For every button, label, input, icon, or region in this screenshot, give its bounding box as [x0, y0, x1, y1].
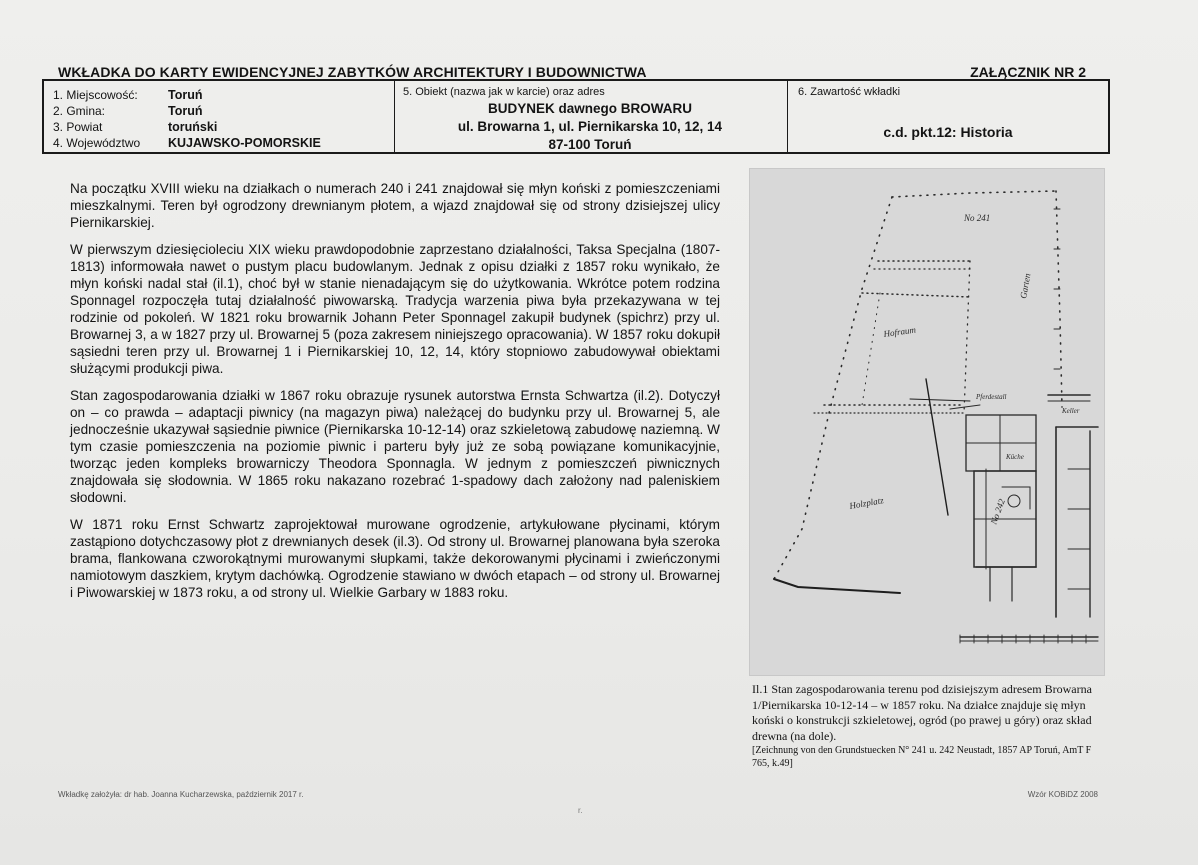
- object-name: BUDYNEK dawnego BROWARU: [487, 101, 692, 116]
- plan-label: Hofraum: [882, 324, 917, 339]
- document-title: WKŁADKA DO KARTY EWIDENCYJNEJ ZABYTKÓW ARCHITEKTURY I BUDOWNICTWA: [58, 64, 647, 80]
- footer-author: Wkładkę założyła: dr hab. Joanna Kucharzewska, październik 2017 r.: [58, 790, 304, 799]
- paragraph: Na początku XVIII wieku na działkach o numerach 240 i 241 znajdował się młyn koński z pomieszczeniami mieszkalnymi. Teren był ogrodzony drewnianym płotem, a wjazd znajdował się od strony dzisiejszej ulicy Piernikarskiej.: [70, 181, 720, 230]
- plan-label: No 242: [988, 497, 1007, 526]
- attachment-number: ZAŁĄCZNIK NR 2: [970, 64, 1086, 80]
- location-value: toruński: [168, 120, 218, 134]
- location-cell: [44, 81, 395, 152]
- object-cell: [395, 81, 788, 152]
- paragraph: Stan zagospodarowania działki w 1867 roku obrazuje rysunek autorstwa Ernsta Schwartza (il.2). Dotyczył on – co prawda – adaptacji piwnicy (na magazyn piwa) należącej do budynku przy ul. Browarnej 5, ale jednocześnie ukazywał sąsiednie piwnice (Piernikarska 10-12-14) oraz szkieletową zabudowę naziemną. W tym czasie pomieszczenia na poziomie piwnic i parteru były już ze sobą powiązane komunikacyjnie, tworząc jeden kompleks browarniczy Theodora Sponnagla. W jednym z pomieszczeń piwnicznych znajdowała się słodownia. W 1865 roku nakazano rozebrać 1-spadowy dach założony nad paleniskiem słodowni.: [70, 388, 720, 505]
- plan-label: Küche: [1006, 453, 1024, 461]
- caption-text: Il.1 Stan zagospodarowania terenu pod dzisiejszym adresem Browarna 1/Piernikarska 10-12-14 – w 1857 roku. Na działce znajduje się młyn koński o konstrukcji szkieletowej, ogród (po prawej u góry) oraz skład drewna (na dole).: [752, 682, 1092, 743]
- plan-label: Garten: [1018, 272, 1033, 300]
- paragraph: W pierwszym dziesięcioleciu XIX wieku prawdopodobnie zaprzestano działalności, Taksa Specjalna (1807-1813) informowała nawet o pustym placu budowlanym. Jednak z opisu działki z 1857 roku wynikało, że młyn koński nadal stał (il.1), choć był w stanie nienadającym się do użytkowania. Wkrótce potem rodzina Sponnagel rozpoczęła tutaj działalność piwowarską. Tradycja warzenia piwa była przekazywana w tej rodzinie od pokoleń. W 1821 roku browarnik Johann Peter Sponnagel zakupił budynek (spichrz) przy ul. Browarnej 3, a w 1827 przy ul. Browarnej 5 (poza zakresem niniejszego opracowania). W 1857 roku dokupił sąsiedni teren przy ul. Browarnej 1 i Piernikarskiej 10, 12, 14, który stopniowo zabudowywał obiektami służącymi produkcji piwa.: [70, 242, 720, 376]
- location-label: 4. Województwo: [53, 136, 141, 150]
- location-value: Toruń: [168, 104, 203, 118]
- location-row: [53, 135, 394, 151]
- location-label: 2. Gmina:: [53, 104, 106, 118]
- figure-caption: [752, 682, 1102, 770]
- object-label: 5. Obiekt (nazwa jak w karcie) oraz adres: [403, 86, 605, 98]
- footer-template: Wzór KOBiDZ 2008: [1027, 790, 1098, 799]
- plan-label: Holzplatz: [848, 495, 885, 511]
- plan-drawing: [750, 169, 1104, 675]
- object-address: ul. Browarna 1, ul. Piernikarska 10, 12, 14: [457, 119, 723, 134]
- location-label: 3. Powiat: [53, 120, 103, 134]
- location-value: KUJAWSKO-POMORSKIE: [168, 136, 321, 150]
- contents-cell: [788, 81, 1108, 152]
- plan-label: No 241: [964, 213, 991, 223]
- header-table: [42, 79, 1110, 154]
- paragraph: W 1871 roku Ernst Schwartz zaprojektował murowane ogrodzenie, artykułowane płycinami, którym zastąpiono dotychczasowy płot z drewnianych desek (il.3). Od strony ul. Browarnej planowana była szeroka brama, flankowana czworokątnymi murowanymi słupkami, także dekorowanymi płycinami i zwieńczonymi namiotowym daszkiem, krytym dachówką. Ogrodzenie stawiano w dwóch etapach – od strony ul. Browarnej i Piwowarskiej w 1873 roku, a od strony ul. Wielkie Garbary w 1883 roku.: [70, 517, 720, 600]
- location-label: 1. Miejscowość:: [53, 88, 138, 102]
- page-mark: r.: [578, 806, 583, 815]
- location-row: [53, 119, 394, 135]
- history-text: [70, 180, 720, 611]
- caption-source: [Zeichnung von den Grundstuecken N° 241 u. 242 Neustadt, 1857 AP Toruń, AmT F 765, k.49]: [752, 745, 1092, 769]
- plan-label: Pferdestall: [976, 393, 1007, 401]
- location-value: Toruń: [168, 88, 203, 102]
- contents-label: 6. Zawartość wkładki: [798, 86, 901, 98]
- contents-value: c.d. pkt.12: Historia: [883, 124, 1013, 140]
- plan-label: Keller: [1062, 407, 1080, 415]
- historic-plan-figure: [749, 168, 1105, 676]
- location-row: [53, 103, 394, 119]
- object-postal: 87-100 Toruń: [548, 137, 632, 152]
- location-row: [53, 87, 394, 103]
